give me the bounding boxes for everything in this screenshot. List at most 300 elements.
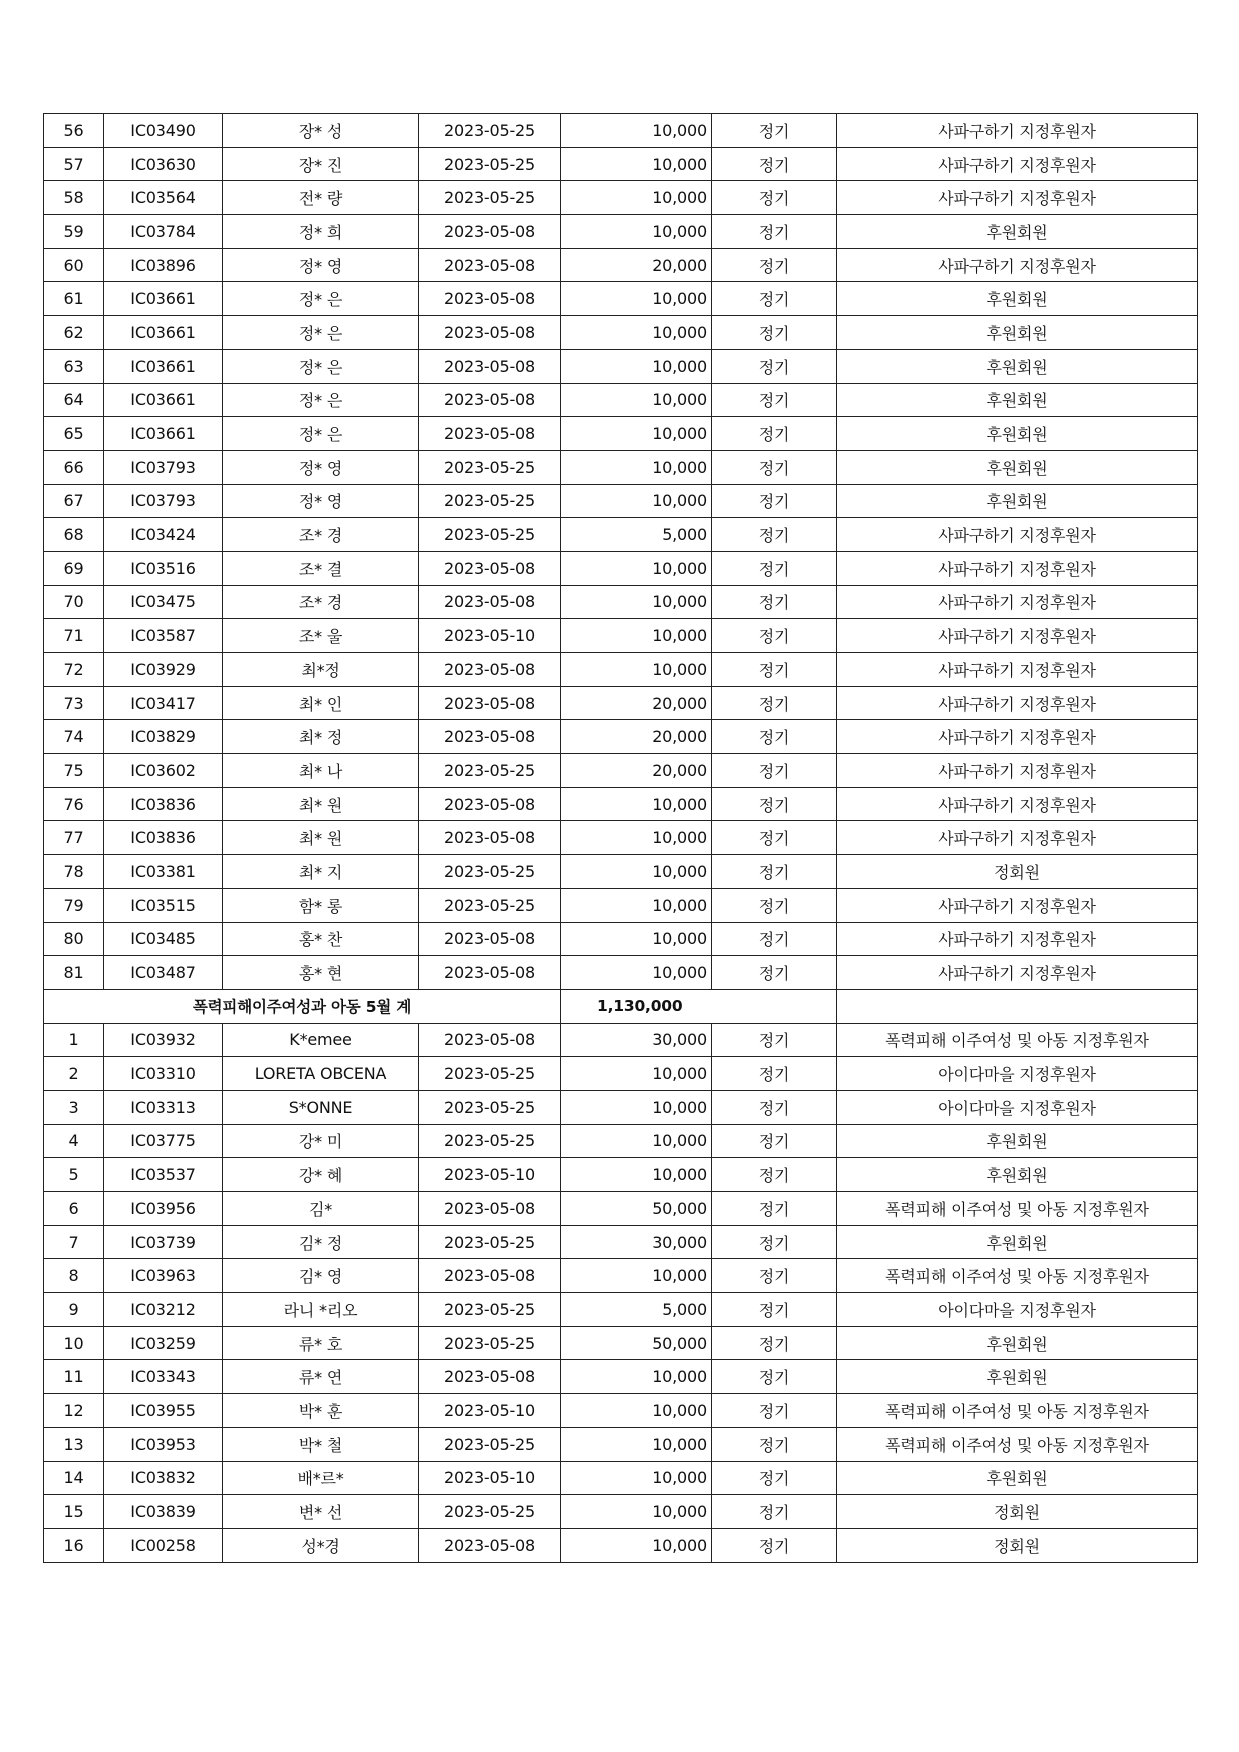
donation-type-cell: 정기 (712, 484, 837, 518)
donor-category-cell: 후원회원 (837, 1225, 1198, 1259)
row-number-cell: 1 (44, 1023, 104, 1057)
row-number-cell: 2 (44, 1057, 104, 1091)
table-row (44, 316, 1198, 350)
table-row (44, 1495, 1198, 1529)
donor-id-cell: IC03516 (104, 551, 223, 585)
subtotal-label: 폭력피해이주여성과 아동 5월 계 (44, 989, 561, 1023)
donor-name-cell: 정* 은 (223, 316, 419, 350)
donor-name-cell: 정* 은 (223, 349, 419, 383)
donation-type-cell: 정기 (712, 316, 837, 350)
donation-type-cell: 정기 (712, 585, 837, 619)
donor-category-cell: 후원회원 (837, 417, 1198, 451)
donor-category-cell: 후원회원 (837, 215, 1198, 249)
donor-name-cell: 장* 진 (223, 147, 419, 181)
donor-name-cell: 조* 결 (223, 551, 419, 585)
table-row (44, 720, 1198, 754)
row-number-cell: 4 (44, 1124, 104, 1158)
table-row (44, 1124, 1198, 1158)
donor-name-cell: 김* (223, 1192, 419, 1226)
row-number-cell: 62 (44, 316, 104, 350)
donation-amount-cell: 20,000 (561, 686, 712, 720)
table-row (44, 585, 1198, 619)
donation-amount-cell: 50,000 (561, 1192, 712, 1226)
donation-amount-cell: 10,000 (561, 619, 712, 653)
donor-name-cell: 최* 원 (223, 787, 419, 821)
donor-category-cell: 사파구하기 지정후원자 (837, 888, 1198, 922)
donor-id-cell: IC03661 (104, 282, 223, 316)
row-number-cell: 77 (44, 821, 104, 855)
donor-category-cell: 아이다마을 지정후원자 (837, 1293, 1198, 1327)
donation-type-cell: 정기 (712, 417, 837, 451)
donation-amount-cell: 10,000 (561, 349, 712, 383)
donation-date-cell: 2023-05-25 (419, 855, 561, 889)
donation-date-cell: 2023-05-08 (419, 1192, 561, 1226)
donor-id-cell: IC03485 (104, 922, 223, 956)
donation-type-cell: 정기 (712, 450, 837, 484)
row-number-cell: 81 (44, 956, 104, 990)
donor-id-cell: IC03661 (104, 383, 223, 417)
row-number-cell: 67 (44, 484, 104, 518)
donor-id-cell: IC03839 (104, 1495, 223, 1529)
donation-amount-cell: 10,000 (561, 1360, 712, 1394)
row-number-cell: 66 (44, 450, 104, 484)
donor-category-cell: 후원회원 (837, 450, 1198, 484)
row-number-cell: 61 (44, 282, 104, 316)
donation-date-cell: 2023-05-25 (419, 1057, 561, 1091)
table-row (44, 450, 1198, 484)
donor-category-cell: 사파구하기 지정후원자 (837, 518, 1198, 552)
table-row (44, 417, 1198, 451)
donor-category-cell: 사파구하기 지정후원자 (837, 754, 1198, 788)
donation-amount-cell: 10,000 (561, 888, 712, 922)
donor-name-cell: 전* 량 (223, 181, 419, 215)
donor-name-cell: 최* 원 (223, 821, 419, 855)
donor-id-cell: IC03932 (104, 1023, 223, 1057)
donor-name-cell: 류* 연 (223, 1360, 419, 1394)
donor-name-cell: 변* 선 (223, 1495, 419, 1529)
table-row (44, 215, 1198, 249)
table-row (44, 619, 1198, 653)
donor-name-cell: 류* 호 (223, 1326, 419, 1360)
donor-name-cell: 정* 영 (223, 248, 419, 282)
row-number-cell: 64 (44, 383, 104, 417)
donor-category-cell: 사파구하기 지정후원자 (837, 956, 1198, 990)
table-row (44, 147, 1198, 181)
donation-date-cell: 2023-05-25 (419, 1293, 561, 1327)
donor-category-cell: 사파구하기 지정후원자 (837, 922, 1198, 956)
table-row (44, 349, 1198, 383)
donor-id-cell: IC03661 (104, 417, 223, 451)
donation-amount-cell: 10,000 (561, 956, 712, 990)
donation-type-cell: 정기 (712, 821, 837, 855)
donation-type-cell: 정기 (712, 1225, 837, 1259)
table-row (44, 653, 1198, 687)
donation-type-cell: 정기 (712, 1057, 837, 1091)
donor-category-cell: 폭력피해 이주여성 및 아동 지정후원자 (837, 1427, 1198, 1461)
donor-name-cell: 정* 은 (223, 282, 419, 316)
table-row (44, 1461, 1198, 1495)
donation-amount-cell: 10,000 (561, 922, 712, 956)
donation-date-cell: 2023-05-08 (419, 1023, 561, 1057)
donor-name-cell: 강* 혜 (223, 1158, 419, 1192)
donor-name-cell: 라니 *리오 (223, 1293, 419, 1327)
table-row (44, 1293, 1198, 1327)
donation-type-cell: 정기 (712, 551, 837, 585)
donation-amount-cell: 10,000 (561, 147, 712, 181)
donation-type-cell: 정기 (712, 114, 837, 148)
donation-amount-cell: 10,000 (561, 1090, 712, 1124)
row-number-cell: 69 (44, 551, 104, 585)
donor-category-cell: 후원회원 (837, 1124, 1198, 1158)
table-row (44, 282, 1198, 316)
donation-date-cell: 2023-05-08 (419, 653, 561, 687)
donor-name-cell: 조* 경 (223, 585, 419, 619)
table-row (44, 484, 1198, 518)
donor-category-cell: 후원회원 (837, 1326, 1198, 1360)
table-row (44, 1394, 1198, 1428)
donation-date-cell: 2023-05-08 (419, 215, 561, 249)
donation-amount-cell: 10,000 (561, 1394, 712, 1428)
donation-type-cell: 정기 (712, 619, 837, 653)
donation-type-cell: 정기 (712, 754, 837, 788)
donor-id-cell: IC03310 (104, 1057, 223, 1091)
donation-type-cell: 정기 (712, 1192, 837, 1226)
row-number-cell: 68 (44, 518, 104, 552)
row-number-cell: 72 (44, 653, 104, 687)
donor-id-cell: IC03630 (104, 147, 223, 181)
donor-id-cell: IC03829 (104, 720, 223, 754)
donation-amount-cell: 10,000 (561, 316, 712, 350)
row-number-cell: 79 (44, 888, 104, 922)
donation-type-cell: 정기 (712, 1023, 837, 1057)
table-row (44, 821, 1198, 855)
table-row (44, 922, 1198, 956)
row-number-cell: 3 (44, 1090, 104, 1124)
donor-category-cell: 아이다마을 지정후원자 (837, 1057, 1198, 1091)
donor-name-cell: 정* 희 (223, 215, 419, 249)
donation-date-cell: 2023-05-08 (419, 316, 561, 350)
table-row (44, 1090, 1198, 1124)
donor-id-cell: IC03259 (104, 1326, 223, 1360)
table-row (44, 1023, 1198, 1057)
donor-name-cell: S*ONNE (223, 1090, 419, 1124)
table-row (44, 956, 1198, 990)
donation-date-cell: 2023-05-08 (419, 720, 561, 754)
donation-date-cell: 2023-05-08 (419, 686, 561, 720)
row-number-cell: 7 (44, 1225, 104, 1259)
donation-amount-cell: 10,000 (561, 484, 712, 518)
subtotal-amount: 1,130,000 (561, 989, 837, 1023)
row-number-cell: 76 (44, 787, 104, 821)
donor-id-cell: IC03417 (104, 686, 223, 720)
donor-category-cell: 사파구하기 지정후원자 (837, 551, 1198, 585)
donation-date-cell: 2023-05-08 (419, 248, 561, 282)
donor-category-cell: 폭력피해 이주여성 및 아동 지정후원자 (837, 1192, 1198, 1226)
donor-id-cell: IC03490 (104, 114, 223, 148)
donation-type-cell: 정기 (712, 1495, 837, 1529)
donor-id-cell: IC03739 (104, 1225, 223, 1259)
table-row (44, 1360, 1198, 1394)
donation-date-cell: 2023-05-08 (419, 956, 561, 990)
donation-amount-cell: 50,000 (561, 1326, 712, 1360)
donor-id-cell: IC03832 (104, 1461, 223, 1495)
table-row (44, 114, 1198, 148)
donation-type-cell: 정기 (712, 1259, 837, 1293)
donation-type-cell: 정기 (712, 956, 837, 990)
donor-id-cell: IC03661 (104, 316, 223, 350)
donation-amount-cell: 10,000 (561, 1461, 712, 1495)
donation-amount-cell: 10,000 (561, 417, 712, 451)
table-row (44, 1259, 1198, 1293)
donation-date-cell: 2023-05-25 (419, 518, 561, 552)
donation-date-cell: 2023-05-08 (419, 585, 561, 619)
donor-name-cell: 최* 인 (223, 686, 419, 720)
row-number-cell: 6 (44, 1192, 104, 1226)
donation-amount-cell: 10,000 (561, 215, 712, 249)
donation-type-cell: 정기 (712, 1528, 837, 1562)
row-number-cell: 71 (44, 619, 104, 653)
donor-category-cell: 사파구하기 지정후원자 (837, 585, 1198, 619)
donor-name-cell: 박* 철 (223, 1427, 419, 1461)
donor-category-cell: 사파구하기 지정후원자 (837, 720, 1198, 754)
donor-id-cell: IC03896 (104, 248, 223, 282)
donation-type-cell: 정기 (712, 349, 837, 383)
donor-id-cell: IC03793 (104, 450, 223, 484)
donor-name-cell: 배*르* (223, 1461, 419, 1495)
donor-id-cell: IC03602 (104, 754, 223, 788)
donor-id-cell: IC03836 (104, 787, 223, 821)
donor-category-cell: 후원회원 (837, 484, 1198, 518)
donation-date-cell: 2023-05-08 (419, 787, 561, 821)
donation-date-cell: 2023-05-10 (419, 1158, 561, 1192)
donor-category-cell: 폭력피해 이주여성 및 아동 지정후원자 (837, 1394, 1198, 1428)
donation-date-cell: 2023-05-08 (419, 1259, 561, 1293)
donation-type-cell: 정기 (712, 215, 837, 249)
donation-amount-cell: 10,000 (561, 383, 712, 417)
donor-name-cell: 강* 미 (223, 1124, 419, 1158)
donation-amount-cell: 20,000 (561, 754, 712, 788)
donor-category-cell: 후원회원 (837, 383, 1198, 417)
donation-date-cell: 2023-05-25 (419, 450, 561, 484)
donor-name-cell: 성*경 (223, 1528, 419, 1562)
donor-id-cell: IC03475 (104, 585, 223, 619)
row-number-cell: 12 (44, 1394, 104, 1428)
row-number-cell: 8 (44, 1259, 104, 1293)
donation-amount-cell: 10,000 (561, 1495, 712, 1529)
table-row (44, 1427, 1198, 1461)
donor-category-cell: 정회원 (837, 855, 1198, 889)
donor-name-cell: 최* 지 (223, 855, 419, 889)
donor-category-cell: 사파구하기 지정후원자 (837, 686, 1198, 720)
row-number-cell: 15 (44, 1495, 104, 1529)
donation-amount-cell: 10,000 (561, 1158, 712, 1192)
row-number-cell: 70 (44, 585, 104, 619)
row-number-cell: 16 (44, 1528, 104, 1562)
donation-date-cell: 2023-05-08 (419, 821, 561, 855)
donation-type-cell: 정기 (712, 248, 837, 282)
donor-category-cell: 사파구하기 지정후원자 (837, 787, 1198, 821)
donation-type-cell: 정기 (712, 1427, 837, 1461)
row-number-cell: 78 (44, 855, 104, 889)
donation-amount-cell: 10,000 (561, 821, 712, 855)
row-number-cell: 60 (44, 248, 104, 282)
row-number-cell: 74 (44, 720, 104, 754)
donor-category-cell: 후원회원 (837, 1360, 1198, 1394)
table-row (44, 855, 1198, 889)
donation-type-cell: 정기 (712, 1124, 837, 1158)
donor-category-cell: 정회원 (837, 1528, 1198, 1562)
donor-category-cell: 후원회원 (837, 1158, 1198, 1192)
donation-date-cell: 2023-05-25 (419, 1495, 561, 1529)
table-row (44, 787, 1198, 821)
donor-name-cell: 함* 롱 (223, 888, 419, 922)
donation-type-cell: 정기 (712, 888, 837, 922)
donation-date-cell: 2023-05-25 (419, 1427, 561, 1461)
donation-amount-cell: 20,000 (561, 720, 712, 754)
donor-id-cell: IC03487 (104, 956, 223, 990)
donor-category-cell: 정회원 (837, 1495, 1198, 1529)
row-number-cell: 14 (44, 1461, 104, 1495)
donation-type-cell: 정기 (712, 282, 837, 316)
donation-date-cell: 2023-05-10 (419, 619, 561, 653)
donation-date-cell: 2023-05-08 (419, 1528, 561, 1562)
table-row (44, 383, 1198, 417)
donation-date-cell: 2023-05-25 (419, 888, 561, 922)
donor-id-cell: IC03784 (104, 215, 223, 249)
donor-name-cell: 김* 영 (223, 1259, 419, 1293)
donor-id-cell: IC00258 (104, 1528, 223, 1562)
donor-name-cell: 정* 영 (223, 484, 419, 518)
table-row (44, 686, 1198, 720)
row-number-cell: 5 (44, 1158, 104, 1192)
donor-id-cell: IC03955 (104, 1394, 223, 1428)
donation-date-cell: 2023-05-25 (419, 181, 561, 215)
donor-id-cell: IC03212 (104, 1293, 223, 1327)
donation-type-cell: 정기 (712, 686, 837, 720)
table-row (44, 551, 1198, 585)
donation-date-cell: 2023-05-08 (419, 1360, 561, 1394)
donor-category-cell: 사파구하기 지정후원자 (837, 248, 1198, 282)
donor-id-cell: IC03953 (104, 1427, 223, 1461)
donation-type-cell: 정기 (712, 787, 837, 821)
donor-category-cell: 사파구하기 지정후원자 (837, 181, 1198, 215)
donor-id-cell: IC03381 (104, 855, 223, 889)
donor-category-cell: 폭력피해 이주여성 및 아동 지정후원자 (837, 1023, 1198, 1057)
donation-type-cell: 정기 (712, 1360, 837, 1394)
donation-amount-cell: 10,000 (561, 114, 712, 148)
donation-date-cell: 2023-05-25 (419, 1090, 561, 1124)
row-number-cell: 63 (44, 349, 104, 383)
donation-date-cell: 2023-05-25 (419, 1124, 561, 1158)
donor-id-cell: IC03963 (104, 1259, 223, 1293)
donor-name-cell: 조* 경 (223, 518, 419, 552)
donation-amount-cell: 10,000 (561, 1259, 712, 1293)
donation-date-cell: 2023-05-08 (419, 349, 561, 383)
donation-type-cell: 정기 (712, 147, 837, 181)
donation-amount-cell: 5,000 (561, 1293, 712, 1327)
row-number-cell: 10 (44, 1326, 104, 1360)
donor-category-cell: 후원회원 (837, 316, 1198, 350)
donor-name-cell: 최* 나 (223, 754, 419, 788)
donor-category-cell: 사파구하기 지정후원자 (837, 821, 1198, 855)
table-row (44, 518, 1198, 552)
donor-category-cell: 사파구하기 지정후원자 (837, 147, 1198, 181)
donation-date-cell: 2023-05-08 (419, 417, 561, 451)
table-row (44, 1158, 1198, 1192)
donation-type-cell: 정기 (712, 653, 837, 687)
table-row (44, 1225, 1198, 1259)
table-row (44, 181, 1198, 215)
donation-amount-cell: 10,000 (561, 181, 712, 215)
donor-category-cell: 후원회원 (837, 1461, 1198, 1495)
donor-id-cell: IC03775 (104, 1124, 223, 1158)
row-number-cell: 58 (44, 181, 104, 215)
donation-amount-cell: 10,000 (561, 787, 712, 821)
subtotal-row (44, 989, 1198, 1023)
row-number-cell: 56 (44, 114, 104, 148)
donor-id-cell: IC03537 (104, 1158, 223, 1192)
donation-type-cell: 정기 (712, 720, 837, 754)
donation-amount-cell: 10,000 (561, 585, 712, 619)
table-row (44, 1192, 1198, 1226)
donation-amount-cell: 10,000 (561, 1057, 712, 1091)
donation-amount-cell: 10,000 (561, 450, 712, 484)
donation-amount-cell: 30,000 (561, 1225, 712, 1259)
donor-category-cell: 아이다마을 지정후원자 (837, 1090, 1198, 1124)
row-number-cell: 11 (44, 1360, 104, 1394)
donation-date-cell: 2023-05-25 (419, 114, 561, 148)
donor-id-cell: IC03587 (104, 619, 223, 653)
donor-name-cell: 박* 훈 (223, 1394, 419, 1428)
donor-category-cell: 사파구하기 지정후원자 (837, 653, 1198, 687)
donation-amount-cell: 10,000 (561, 1528, 712, 1562)
donor-name-cell: LORETA OBCENA (223, 1057, 419, 1091)
row-number-cell: 57 (44, 147, 104, 181)
donor-id-cell: IC03836 (104, 821, 223, 855)
donor-category-cell: 사파구하기 지정후원자 (837, 619, 1198, 653)
row-number-cell: 65 (44, 417, 104, 451)
donation-amount-cell: 10,000 (561, 1124, 712, 1158)
donation-date-cell: 2023-05-25 (419, 1326, 561, 1360)
donation-type-cell: 정기 (712, 1394, 837, 1428)
donor-name-cell: 김* 정 (223, 1225, 419, 1259)
donor-id-cell: IC03564 (104, 181, 223, 215)
row-number-cell: 80 (44, 922, 104, 956)
donor-name-cell: K*emee (223, 1023, 419, 1057)
donor-name-cell: 정* 은 (223, 383, 419, 417)
donor-id-cell: IC03515 (104, 888, 223, 922)
donation-date-cell: 2023-05-08 (419, 282, 561, 316)
donation-type-cell: 정기 (712, 518, 837, 552)
table-row (44, 888, 1198, 922)
table-row (44, 1326, 1198, 1360)
donor-id-cell: IC03343 (104, 1360, 223, 1394)
donor-name-cell: 장* 성 (223, 114, 419, 148)
donor-name-cell: 최*정 (223, 653, 419, 687)
donation-type-cell: 정기 (712, 922, 837, 956)
donor-category-cell: 후원회원 (837, 282, 1198, 316)
donor-table-body (44, 114, 1198, 1563)
row-number-cell: 73 (44, 686, 104, 720)
donation-amount-cell: 10,000 (561, 653, 712, 687)
donation-date-cell: 2023-05-25 (419, 147, 561, 181)
donation-amount-cell: 30,000 (561, 1023, 712, 1057)
donor-table (43, 113, 1198, 1563)
donor-id-cell: IC03424 (104, 518, 223, 552)
row-number-cell: 9 (44, 1293, 104, 1327)
donor-name-cell: 정* 은 (223, 417, 419, 451)
donation-amount-cell: 10,000 (561, 551, 712, 585)
